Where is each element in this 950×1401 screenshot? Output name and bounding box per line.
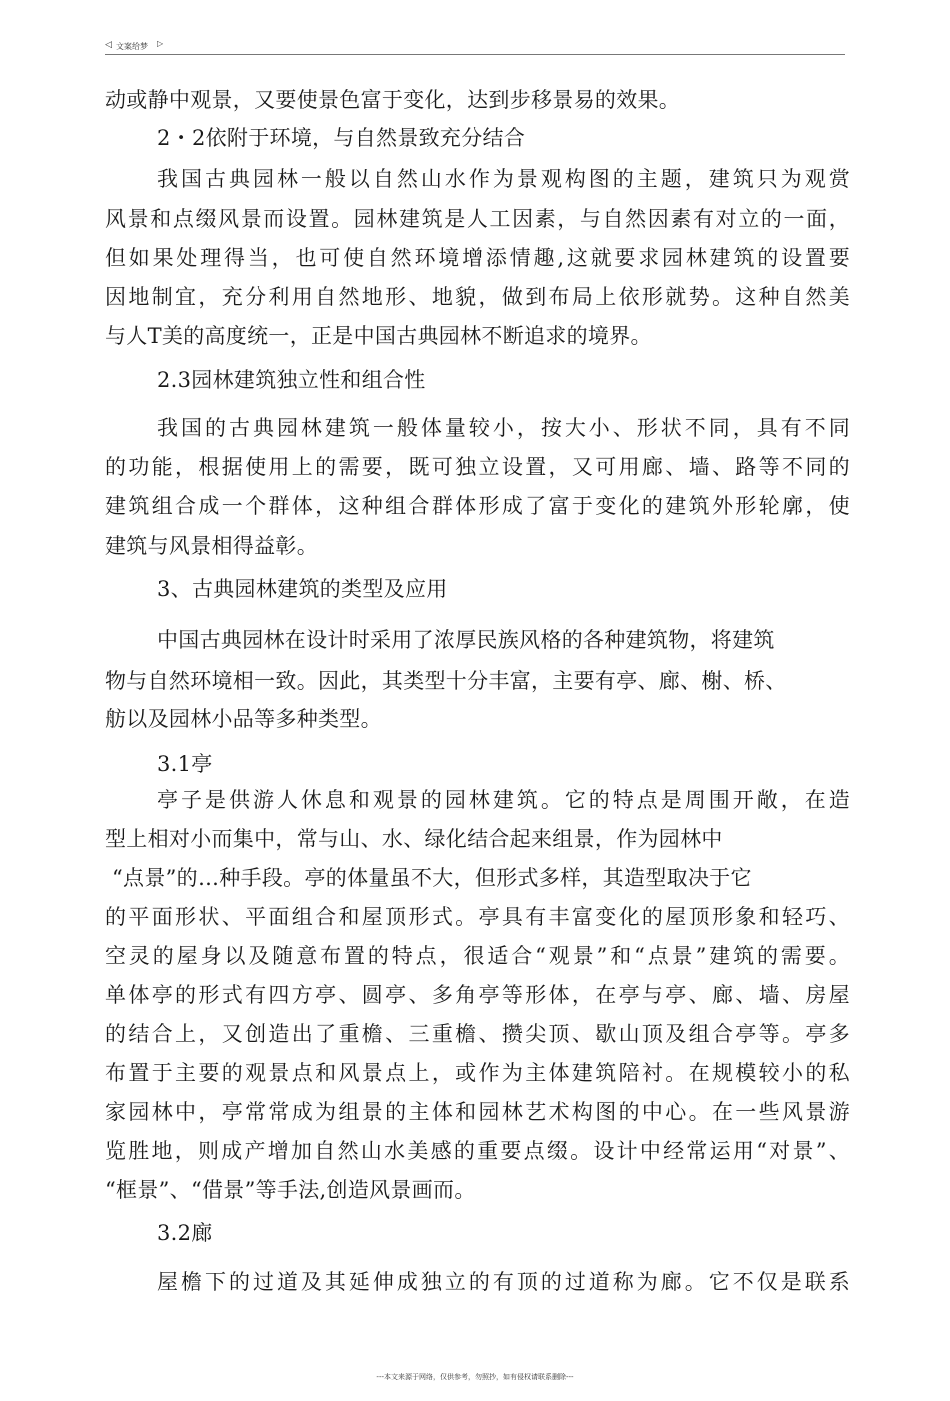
section-heading: 3.1亭 [157, 752, 213, 776]
paragraph-line: 动或静中观景，又要使景色富于变化，达到步移景易的效果。 [105, 88, 681, 112]
paragraph-line: 我国的古典园林建筑一般体量较小，按大小、形状不同，具有不同 [157, 416, 850, 440]
left-triangle-icon: ◁ [105, 40, 112, 50]
paragraph-line: 建筑组合成一个群体，这种组合群体形成了富于变化的建筑外形轮廓，使 [105, 494, 850, 518]
header-label: 文案给梦 [116, 42, 148, 51]
paragraph-line: 屋檐下的过道及其延伸成独立的有顶的过道称为廊。它不仅是联系 [157, 1270, 850, 1294]
paragraph-line: 中国古典园林在设计时采用了浓厚民族风格的各种建筑物，将建筑 [157, 628, 775, 652]
page-header [105, 38, 845, 55]
paragraph-line: 建筑与风景相得益彰。 [105, 534, 318, 558]
paragraph-line: 物与自然环境相一致。因此，其类型十分丰富，主要有亭、廊、榭、桥、 [105, 669, 787, 693]
paragraph-line: 舫以及园林小品等多种类型。 [105, 707, 382, 731]
paragraph-line: 因地制宜，充分利用自然地形、地貌，做到布局上依形就势。这种自然美 [105, 285, 850, 309]
right-triangle-icon: ▷ [157, 39, 164, 48]
paragraph-line: “点景”的…种手段。亭的体量虽不大，但形式多样，其造型取决于它 [112, 866, 752, 890]
section-heading: 2.3园林建筑独立性和组合性 [157, 368, 426, 392]
paragraph-line: 型上相对小而集中，常与山、水、绿化结合起来组景，作为园林中 [105, 827, 723, 851]
paragraph-line: 空灵的屋身以及随意布置的特点，很适合“观景”和“点景”建筑的需要。 [105, 944, 850, 968]
paragraph-line: 览胜地，则成产增加自然山水美感的重要点缀。设计中经常运用“对景”、 [105, 1139, 850, 1163]
paragraph-line: 单体亭的形式有四方亭、圆亭、多角亭等形体，在亭与亭、廊、墙、房屋 [105, 983, 850, 1007]
paragraph-line: 的结合上，又创造出了重檐、三重檐、攒尖顶、歇山顶及组合亭等。亭多 [105, 1022, 850, 1046]
section-heading: 3、古典园林建筑的类型及应用 [157, 577, 448, 601]
paragraph-line: 风景和点缀风景而设置。园林建筑是人工因素，与自然因素有对立的一面， [105, 207, 850, 231]
paragraph-line: 布置于主要的观景点和风景点上，或作为主体建筑陪衬。在规模较小的私 [105, 1061, 850, 1085]
section-heading: 2・2依附于环境，与自然景致充分结合 [157, 126, 526, 150]
page-footer: ---本文来源于网络，仅供参考，勿照抄，如有侵权请联系删除--- [376, 1373, 574, 1381]
paragraph-line: 的平面形状、平面组合和屋顶形式。亭具有丰富变化的屋顶形象和轻巧、 [105, 905, 850, 929]
paragraph-line: 家园林中，亭常常成为组景的主体和园林艺术构图的中心。在一些风景游 [105, 1100, 850, 1124]
paragraph-line: 亭子是供游人休息和观景的园林建筑。它的特点是周围开敞，在造 [157, 788, 850, 812]
section-heading: 3.2廊 [157, 1221, 213, 1245]
paragraph-line: 但如果处理得当，也可使自然环境增添情趣,这就要求园林建筑的设置要 [105, 246, 850, 270]
paragraph-line: 我国古典园林一般以自然山水作为景观构图的主题，建筑只为观赏 [157, 167, 850, 191]
paragraph-line: 与人T美的高度统一，正是中国古典园林不断追求的境界。 [105, 324, 652, 348]
paragraph-line: “框景”、“借景”等手法,创造风景画而。 [105, 1178, 476, 1202]
paragraph-line: 的功能，根据使用上的需要，既可独立设置，又可用廊、墙、路等不同的 [105, 455, 850, 479]
